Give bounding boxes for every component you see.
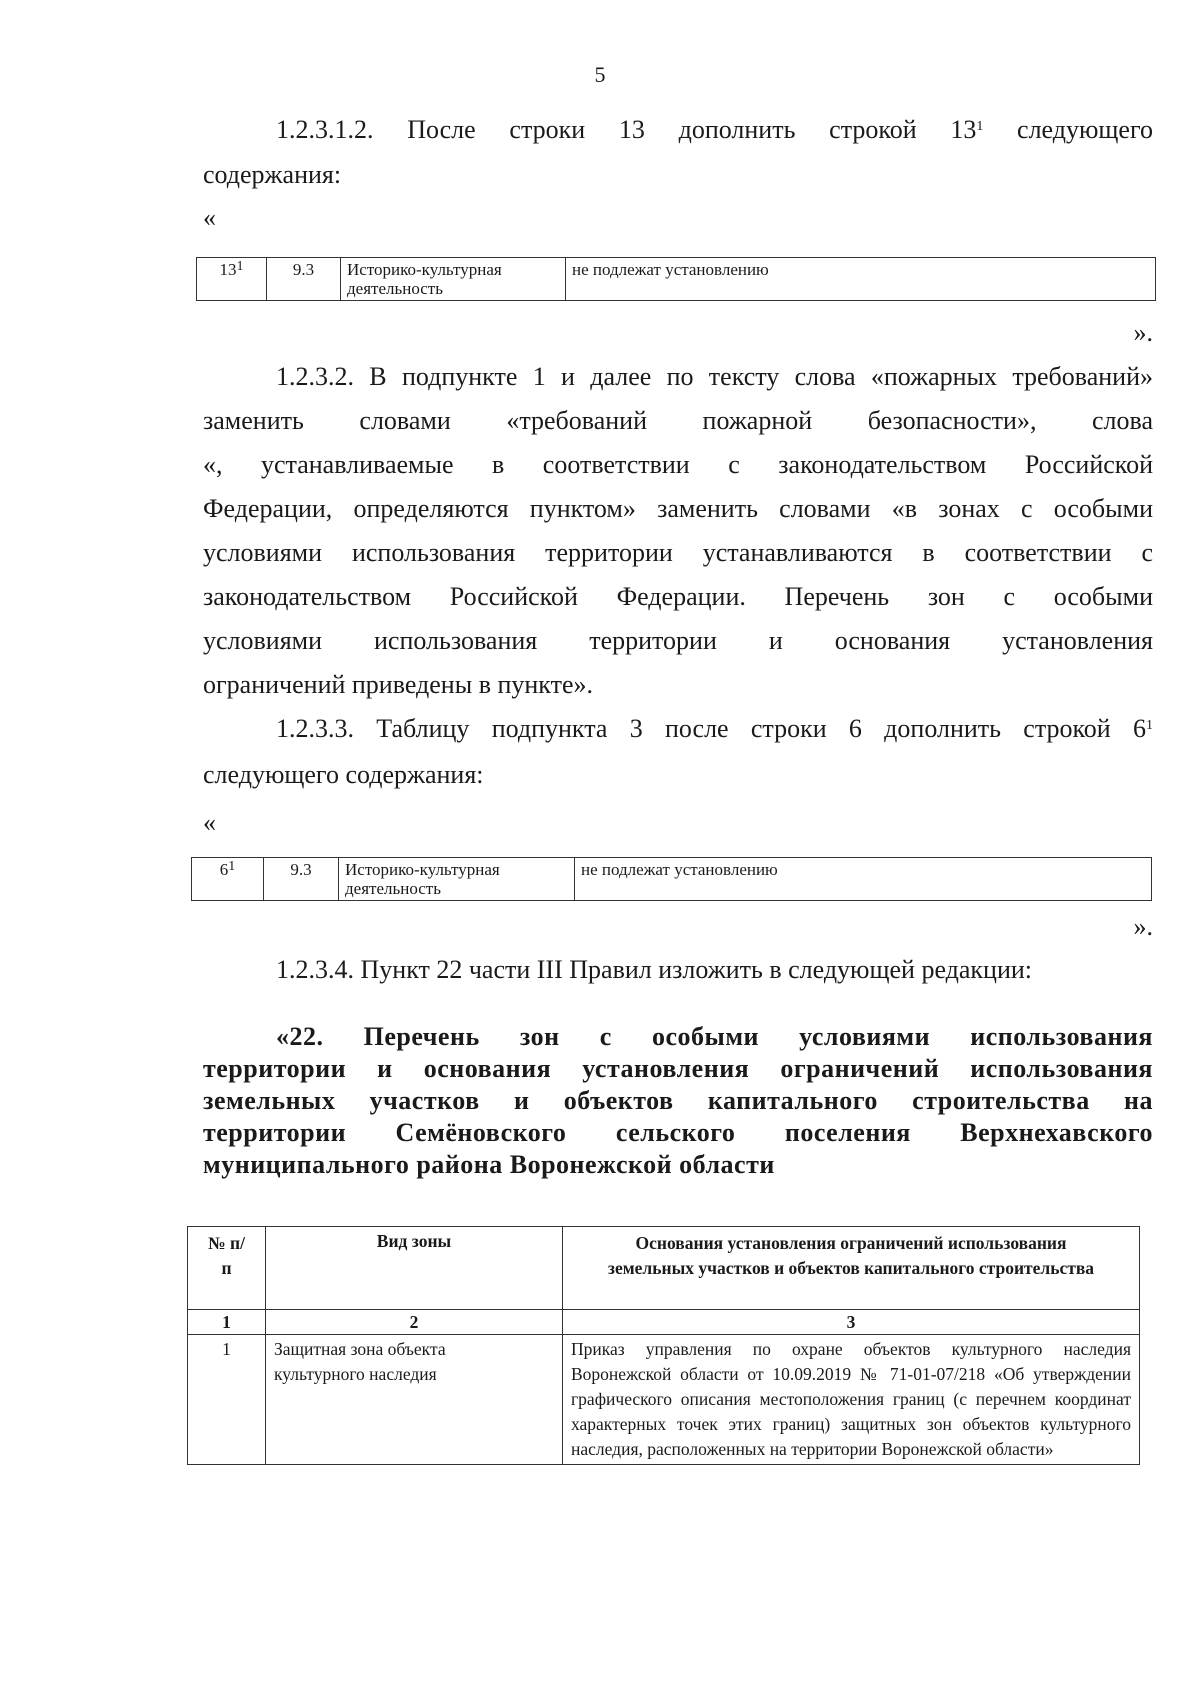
paragraph-line: содержания: — [203, 160, 342, 189]
insert-table-row-13-1 — [196, 257, 1156, 301]
cell-text: 6 — [219, 860, 229, 879]
superscript: 1 — [1146, 718, 1153, 733]
paragraph-line: условиями использования территории устанавливаются в соответствии с — [203, 538, 1153, 567]
header-cell-number: № п/п — [188, 1227, 266, 1310]
zones-table — [187, 1226, 1140, 1465]
page-number: 5 — [594, 62, 606, 87]
heading-line: «22. Перечень зон с особыми условиями использования — [276, 1022, 1153, 1051]
table-cell: 9.3 — [267, 258, 341, 301]
close-quote: ». — [1133, 318, 1153, 347]
heading-line: земельных участков и объектов капитального строительства на — [203, 1086, 1153, 1115]
table-column-numbers-row — [188, 1310, 1140, 1335]
paragraph-1-2-3-1-2 — [276, 115, 1153, 145]
table-cell — [197, 258, 267, 301]
table-row — [188, 1335, 1140, 1465]
paragraph-line: следующего содержания: — [203, 760, 484, 789]
table-cell: 1 — [188, 1335, 266, 1465]
paragraph-line: 1.2.3.2. В подпункте 1 и далее по тексту слова «пожарных требований» — [276, 362, 1153, 391]
table-row — [192, 858, 1152, 901]
table-cell: Приказ управления по охране объектов культурного наследия Воронежской области от 10.09.2019 № 71-01-07/218 «Об утверждении графического описания местоположения границ (с перечнем координат характерных точек этих границ) защитных зон объектов культурного наследия, расположенных на территории Воронежской области» — [563, 1335, 1140, 1465]
heading-line: муниципального района Воронежской области — [203, 1150, 775, 1179]
table-row — [197, 258, 1156, 301]
column-number: 2 — [266, 1310, 563, 1335]
paragraph-line: заменить словами «требований пожарной безопасности», слова — [203, 406, 1153, 435]
paragraph-text: 1.2.3.1.2. После строки 13 дополнить строкой 13 — [276, 115, 977, 144]
heading-line: территории Семёновского сельского поселения Верхнехавского — [203, 1118, 1153, 1147]
paragraph-line: Федерации, определяются пунктом» заменить словами «в зонах с особыми — [203, 494, 1153, 523]
paragraph-line: законодательством Российской Федерации. Перечень зон с особыми — [203, 582, 1153, 611]
insert-table-row-6-1 — [191, 857, 1152, 901]
table-cell: Историко-культурная деятельность — [341, 258, 566, 301]
header-cell-zone-type: Вид зоны — [266, 1227, 563, 1310]
table-cell: Защитная зона объекта культурного наследия — [266, 1335, 563, 1465]
column-number: 3 — [563, 1310, 1140, 1335]
paragraph-text: 1.2.3.3. Таблицу подпункта 3 после строки 6 дополнить строкой 6 — [276, 714, 1146, 743]
table-header-row — [188, 1227, 1140, 1310]
paragraph-line: «, устанавливаемые в соответствии с законодательством Российской — [203, 450, 1153, 479]
table-cell: 9.3 — [264, 858, 339, 901]
table-cell: Историко-культурная деятельность — [339, 858, 575, 901]
table-cell: не подлежат установлению — [575, 858, 1152, 901]
table-cell — [192, 858, 264, 901]
heading-line: территории и основания установления ограничений использования — [203, 1054, 1153, 1083]
cell-text: 13 — [219, 260, 237, 279]
paragraph-line: условиями использования территории и основания установления — [203, 626, 1153, 655]
superscript: 1 — [228, 859, 236, 874]
paragraph-1-2-3-3 — [276, 714, 1153, 744]
column-number: 1 — [188, 1310, 266, 1335]
header-cell-basis: Основания установления ограничений использования земельных участков и объектов капитального строительства — [563, 1227, 1140, 1310]
open-quote: « — [203, 808, 216, 837]
table-cell: не подлежат установлению — [566, 258, 1156, 301]
superscript: 1 — [976, 119, 984, 134]
superscript: 1 — [236, 259, 244, 274]
paragraph-line: ограничений приведены в пункте». — [203, 670, 593, 699]
paragraph-line: 1.2.3.4. Пункт 22 части III Правил изложить в следующей редакции: — [276, 955, 1033, 984]
close-quote: ». — [1133, 912, 1153, 941]
paragraph-text: следующего — [983, 115, 1153, 144]
open-quote: « — [203, 203, 216, 232]
